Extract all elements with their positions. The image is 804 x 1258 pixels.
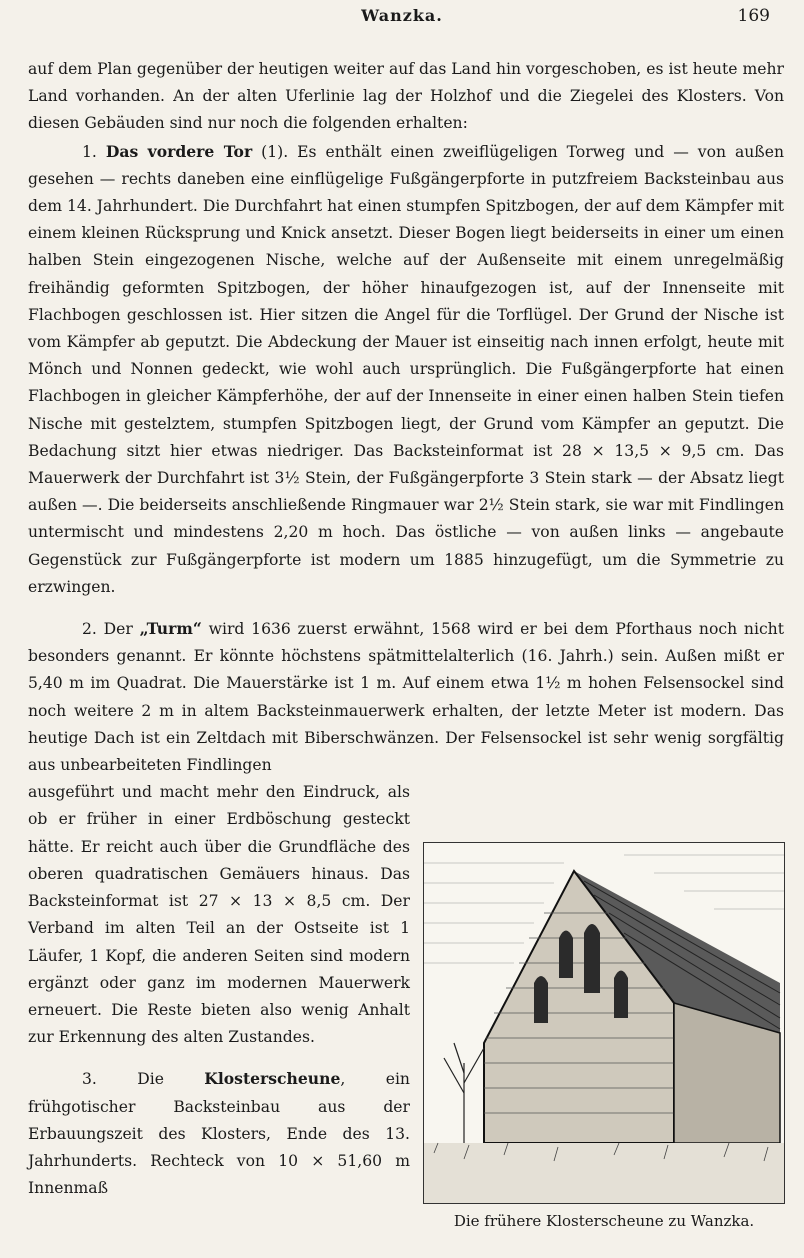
item-term-vordere-tor: Das vordere Tor <box>105 141 253 161</box>
paragraph-vordere-tor <box>28 138 784 601</box>
paragraph-gap <box>28 601 784 615</box>
item-text: wird 1636 zuerst erwähnt, 1568 wird er bei dem Pforthaus noch nicht besonders genannt. Er könnte höchstens spätmittelalterlich (16. Jahrh.) sein. Außen mißt er 5,40 m im Quadrat. Die Mauerstärke ist 1 m. Auf einem etwa 1½ m hohen Felsensockel sind noch weitere 2 m in altem Backsteinmauerwerk erhalten, der letzte Meter ist modern. Das heutige Dach ist ein Zeltdach mit Biberschwänzen. Der Felsensockel ist sehr wenig sorgfältig aus unbearbeiteten Findlingen <box>28 620 784 775</box>
item-term-klosterscheune: Klosterscheune <box>204 1069 341 1089</box>
figure-caption: Die frühere Klosterscheune zu Wanzka. <box>453 1212 755 1230</box>
paragraph-klosterscheune <box>28 1065 410 1202</box>
item-text: , ein frühgotischer Backsteinbau aus der Erbauungszeit des Klosters, Ende des 13. Jahrhunderts. Rechteck von 10 × 51,60 m Innenmaß <box>28 1070 410 1198</box>
item-number: 1. <box>82 142 106 161</box>
running-title: Wanzka. <box>361 6 443 25</box>
paragraph-gap <box>28 1051 410 1065</box>
item-term-turm: „Turm“ <box>139 619 202 639</box>
ground <box>424 1143 784 1203</box>
paragraph-turm-continued: ausgeführt und macht mehr den Eindruck, als ob er früher in einer Erdböschung gesteckt hätte. Er reicht auch über die Grundfläche des oberen quadratischen Gemäuers hinaus. Das Backsteinformat ist 27 × 13 × 8,5 cm. Der Verband im alten Teil an der Ostseite ist 1 Läufer, 1 Kopf, die anderen Seiten sind modern ergänzt oder ganz im modernen Mauerwerk erneuert. Die Reste bieten also wenig Anhalt zur Erkennung des alten Zustandes. <box>28 783 410 1047</box>
wrapped-column <box>28 779 410 1202</box>
tree <box>444 1043 484 1143</box>
paragraph-intro: auf dem Plan gegenüber der heutigen weiter auf das Land hin vorgeschoben, es ist heute mehr Land vorhanden. An der alten Uferlinie lag der Holzhof und die Ziegelei des Klosters. Von diesen Gebäuden sind nur noch die folgenden erhalten: <box>28 60 784 133</box>
barn-illustration <box>424 843 784 1203</box>
running-head <box>28 6 776 30</box>
paragraph-turm <box>28 615 784 779</box>
figure-frame <box>423 842 785 1204</box>
page-number: 169 <box>737 6 770 26</box>
item-text: (1). Es enthält einen zweiflügeligen Torweg und — von außen gesehen — rechts daneben eine einflügelige Fußgängerpforte in putzfreiem Backsteinbau aus dem 14. Jahrhundert. Die Durchfahrt hat einen stumpfen Spitzbogen, der auf dem Kämpfer mit einem kleinen Rücksprung und Knick ansetzt. Dieser Bogen liegt beiderseits in einer um einen halben Stein eingezogenen Nische, welche auf der Außenseite mit einem unregelmäßig freihändig geformten Spitzbogen, der höher hinaufgezogen ist, auf der Innenseite mit Flachbogen geschlossen ist. Hier sitzen die Angel für die Torflügel. Der Grund der Nische ist vom Kämpfer ab geputzt. Die Abdeckung der Mauer ist einseitig nach innen erfolgt, heute mit Mönch und Nonnen gedeckt, wie wohl auch ursprünglich. Die Fußgängerpforte hat einen Flachbogen in gleicher Kämpferhöhe, der auf der Innenseite in einer einen halben Stein tiefen Nische mit gestelztem, stumpfen Spitzbogen liegt, der Grund vom Kämpfer an geputzt. Die Bedachung sitzt hier etwas niedriger. Das Backsteinformat ist 28 × 13,5 × 9,5 cm. Das Mauerwerk der Durchfahrt ist 3½ Stein, der Fußgängerpforte 3 Stein stark — der Absatz liegt außen —. Die beiderseits anschließende Ringmauer war 2½ Stein stark, sie war mit Findlingen untermischt und mindestens 2,20 m hoch. Das östliche — von außen links — angebaute Gegenstück zur Fußgängerpforte ist modern um 1885 hinzugefügt, um die Symmetrie zu erzwingen. <box>28 142 784 596</box>
item-number: 3. Die <box>82 1070 205 1089</box>
figure-klosterscheune <box>423 842 785 1238</box>
item-number: 2. Der <box>82 620 140 639</box>
